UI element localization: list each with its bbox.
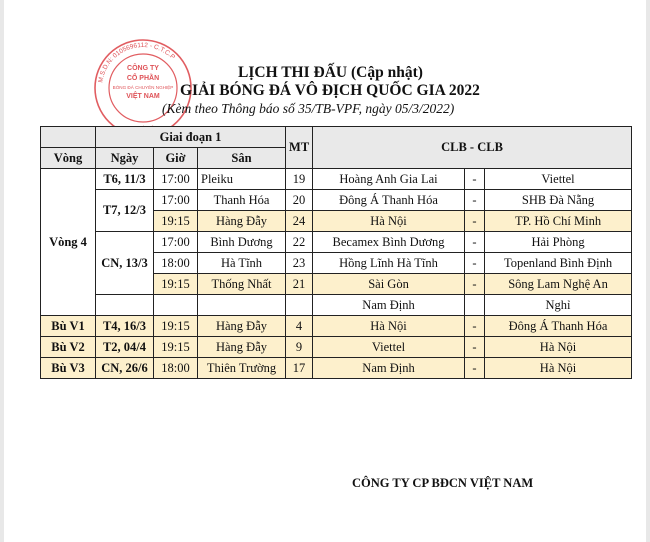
home-club: Viettel <box>313 337 465 358</box>
match-venue: Hàng Đẫy <box>198 316 286 337</box>
page-edge-left <box>0 0 4 542</box>
away-club: Topenland Bình Định <box>485 253 632 274</box>
issuer-name: CÔNG TY CP BĐCN VIỆT NAM <box>352 476 534 490</box>
match-time: 17:00 <box>154 169 198 190</box>
schedule-title: LỊCH THI ĐẤU (Cập nhật) <box>238 64 423 81</box>
versus-dash-empty <box>465 295 485 316</box>
svg-text:CỔ PHẦN: CỔ PHẦN <box>126 75 160 82</box>
match-number: 24 <box>286 211 313 232</box>
versus-dash: - <box>465 274 485 295</box>
header-time: Giờ <box>154 148 198 169</box>
header-clubs: CLB - CLB <box>313 127 632 169</box>
match-date: T2, 04/4 <box>96 337 154 358</box>
home-club: Hoàng Anh Gia Lai <box>313 169 465 190</box>
match-time <box>154 295 198 316</box>
away-club: Viettel <box>485 169 632 190</box>
rest-label: Nghỉ <box>485 295 632 316</box>
header-mt: MT <box>286 127 313 169</box>
match-date: CN, 26/6 <box>96 358 154 379</box>
round-4-label: Vòng 4 <box>41 169 96 316</box>
match-venue: Pleiku <box>198 169 286 190</box>
home-club: Becamex Bình Dương <box>313 232 465 253</box>
versus-dash: - <box>465 190 485 211</box>
match-date: T7, 12/3 <box>96 190 154 232</box>
match-date: T4, 16/3 <box>96 316 154 337</box>
match-number: 22 <box>286 232 313 253</box>
match-venue: Bình Dương <box>198 232 286 253</box>
away-club: SHB Đà Nẵng <box>485 190 632 211</box>
svg-text:BÓNG ĐÁ CHUYÊN NGHIỆP: BÓNG ĐÁ CHUYÊN NGHIỆP <box>112 85 174 90</box>
table-row <box>41 232 632 253</box>
table-row <box>41 190 632 211</box>
home-club: Hồng Lĩnh Hà Tĩnh <box>313 253 465 274</box>
match-date: CN, 13/3 <box>96 232 154 295</box>
away-club: Sông Lam Nghệ An <box>485 274 632 295</box>
versus-dash: - <box>465 169 485 190</box>
match-date: T6, 11/3 <box>96 169 154 190</box>
match-venue: Thanh Hóa <box>198 190 286 211</box>
versus-dash: - <box>465 316 485 337</box>
match-number: 20 <box>286 190 313 211</box>
header-round: Vòng <box>41 148 96 169</box>
home-club: Đông Á Thanh Hóa <box>313 190 465 211</box>
match-number: 19 <box>286 169 313 190</box>
match-number: 17 <box>286 358 313 379</box>
league-title: GIẢI BÓNG ĐÁ VÔ ĐỊCH QUỐC GIA 2022 <box>180 82 480 99</box>
table-row-rest <box>41 295 632 316</box>
match-time: 19:15 <box>154 337 198 358</box>
match-venue: Hàng Đẫy <box>198 337 286 358</box>
makeup-round: Bù V1 <box>41 316 96 337</box>
match-time: 18:00 <box>154 358 198 379</box>
schedule-table <box>40 126 632 379</box>
makeup-round: Bù V2 <box>41 337 96 358</box>
match-number: 4 <box>286 316 313 337</box>
home-club: Nam Định <box>313 358 465 379</box>
match-number: 21 <box>286 274 313 295</box>
match-venue <box>198 295 286 316</box>
match-number: 9 <box>286 337 313 358</box>
svg-text:M.S.D.N: 0105696112 - C.T.C.P: M.S.D.N: 0105696112 - C.T.C.P <box>97 41 177 84</box>
away-club: Hà Nội <box>485 337 632 358</box>
versus-dash: - <box>465 253 485 274</box>
match-venue: Hà Tĩnh <box>198 253 286 274</box>
away-club: Hải Phòng <box>485 232 632 253</box>
table-row <box>41 169 632 190</box>
home-club: Hà Nội <box>313 211 465 232</box>
stage-header: Giai đoạn 1 <box>96 127 286 148</box>
away-club: Hà Nội <box>485 358 632 379</box>
table-header-row-1 <box>41 127 632 148</box>
reference-note: (Kèm theo Thông báo số 35/TB-VPF, ngày 05/3/2022) <box>162 101 455 116</box>
versus-dash: - <box>465 337 485 358</box>
match-date <box>96 295 154 316</box>
table-row-makeup <box>41 316 632 337</box>
match-time: 19:15 <box>154 211 198 232</box>
svg-text:VIỆT NAM: VIỆT NAM <box>126 93 160 100</box>
match-venue: Thống Nhất <box>198 274 286 295</box>
table-row-makeup <box>41 337 632 358</box>
header-blank-cell <box>41 127 96 148</box>
versus-dash: - <box>465 232 485 253</box>
match-venue: Hàng Đẫy <box>198 211 286 232</box>
versus-dash: - <box>465 358 485 379</box>
match-number <box>286 295 313 316</box>
match-time: 19:15 <box>154 316 198 337</box>
away-club: TP. Hồ Chí Minh <box>485 211 632 232</box>
header-date: Ngày <box>96 148 154 169</box>
table-row-makeup <box>41 358 632 379</box>
home-club: Sài Gòn <box>313 274 465 295</box>
away-club: Đông Á Thanh Hóa <box>485 316 632 337</box>
versus-dash: - <box>465 211 485 232</box>
resting-club: Nam Định <box>313 295 465 316</box>
match-number: 23 <box>286 253 313 274</box>
makeup-round: Bù V3 <box>41 358 96 379</box>
header-venue: Sân <box>198 148 286 169</box>
match-time: 17:00 <box>154 232 198 253</box>
page-edge-right <box>646 0 650 542</box>
match-time: 18:00 <box>154 253 198 274</box>
home-club: Hà Nội <box>313 316 465 337</box>
match-time: 19:15 <box>154 274 198 295</box>
match-venue: Thiên Trường <box>198 358 286 379</box>
svg-text:CÔNG TY: CÔNG TY <box>127 65 159 72</box>
match-time: 17:00 <box>154 190 198 211</box>
